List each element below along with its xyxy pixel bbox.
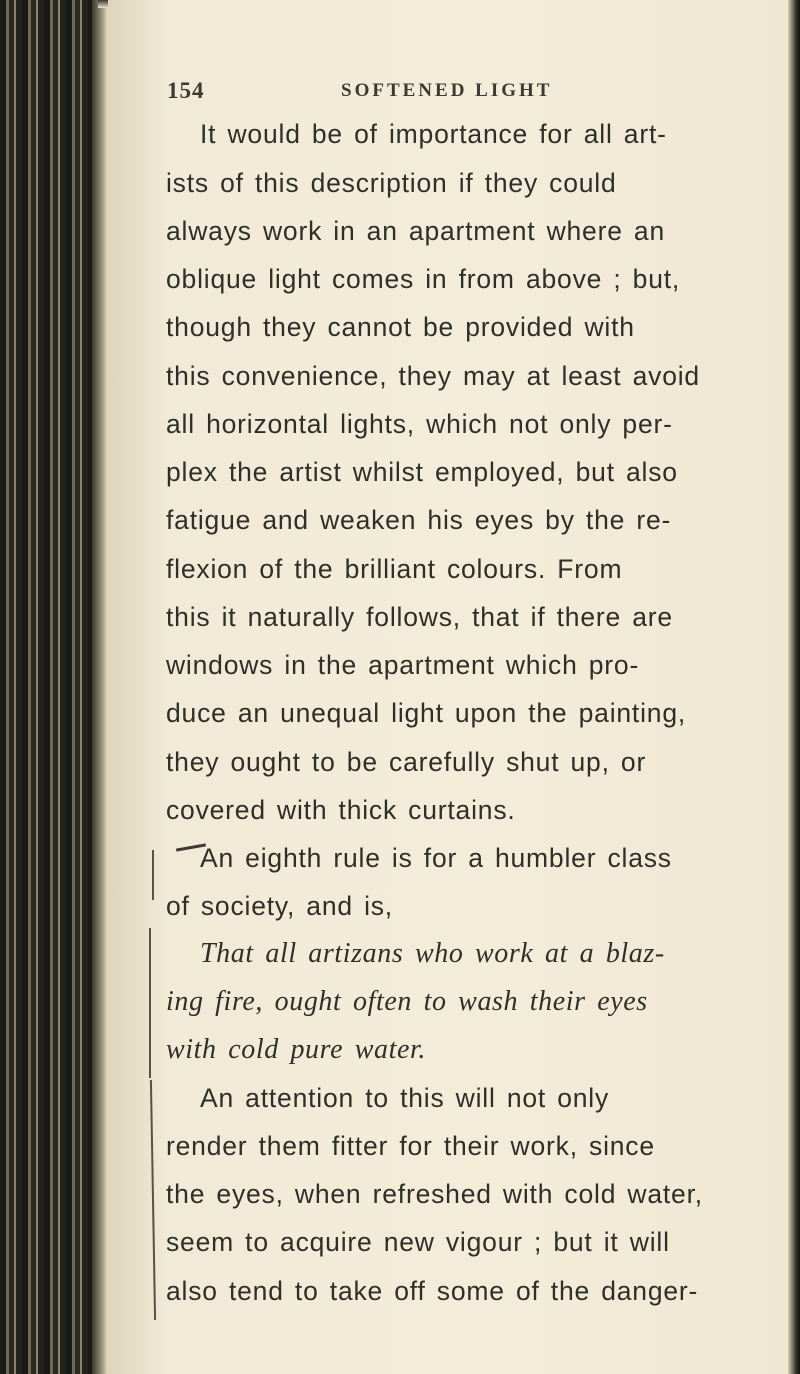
binding-shadow: [92, 0, 108, 1374]
text-line: An eighth rule is for a humbler class: [200, 843, 672, 873]
text-line: this it naturally follows, that if there are: [166, 602, 673, 632]
text-line: An attention to this will not only: [200, 1083, 610, 1113]
text-line: the eyes, when refreshed with cold water,: [166, 1179, 703, 1209]
text-line: oblique light comes in from above ; but,: [166, 264, 681, 294]
text-line: ists of this description if they could: [166, 168, 617, 198]
text-line: also tend to take off some of the danger-: [166, 1276, 699, 1306]
margin-line: [152, 850, 154, 900]
book-page: [108, 0, 788, 1374]
text-line: though they cannot be provided with: [166, 312, 635, 342]
text-line: fatigue and weaken his eyes by the re-: [166, 505, 672, 535]
page-header: [167, 78, 767, 118]
italic-line: That all artizans who work at a blaz-: [200, 938, 665, 969]
text-line: all horizontal lights, which not only per-: [166, 409, 673, 439]
running-head: SOFTENED LIGHT: [341, 80, 553, 101]
text-line: It would be of importance for all art-: [200, 119, 667, 149]
text-line: of society, and is,: [166, 891, 393, 921]
text-line: plex the artist whilst employed, but also: [166, 457, 678, 487]
book-spine: [0, 0, 98, 1374]
page-number: 154: [167, 78, 205, 103]
text-line: always work in an apartment where an: [166, 216, 665, 246]
text-line: render them fitter for their work, since: [166, 1131, 655, 1161]
margin-line: [149, 928, 151, 1078]
italic-line: with cold pure water.: [166, 1034, 427, 1065]
text-line: seem to acquire new vigour ; but it will: [166, 1227, 670, 1257]
page-right-edge: [788, 0, 800, 1374]
text-line: this convenience, they may at least avoid: [166, 361, 700, 391]
text-line: windows in the apartment which pro-: [166, 650, 640, 680]
text-line: they ought to be carefully shut up, or: [166, 747, 647, 777]
text-line: covered with thick curtains.: [166, 795, 516, 825]
italic-line: ing fire, ought often to wash their eyes: [166, 986, 648, 1017]
text-line: duce an unequal light upon the painting,: [166, 698, 687, 728]
text-line: flexion of the brilliant colours. From: [166, 554, 623, 584]
